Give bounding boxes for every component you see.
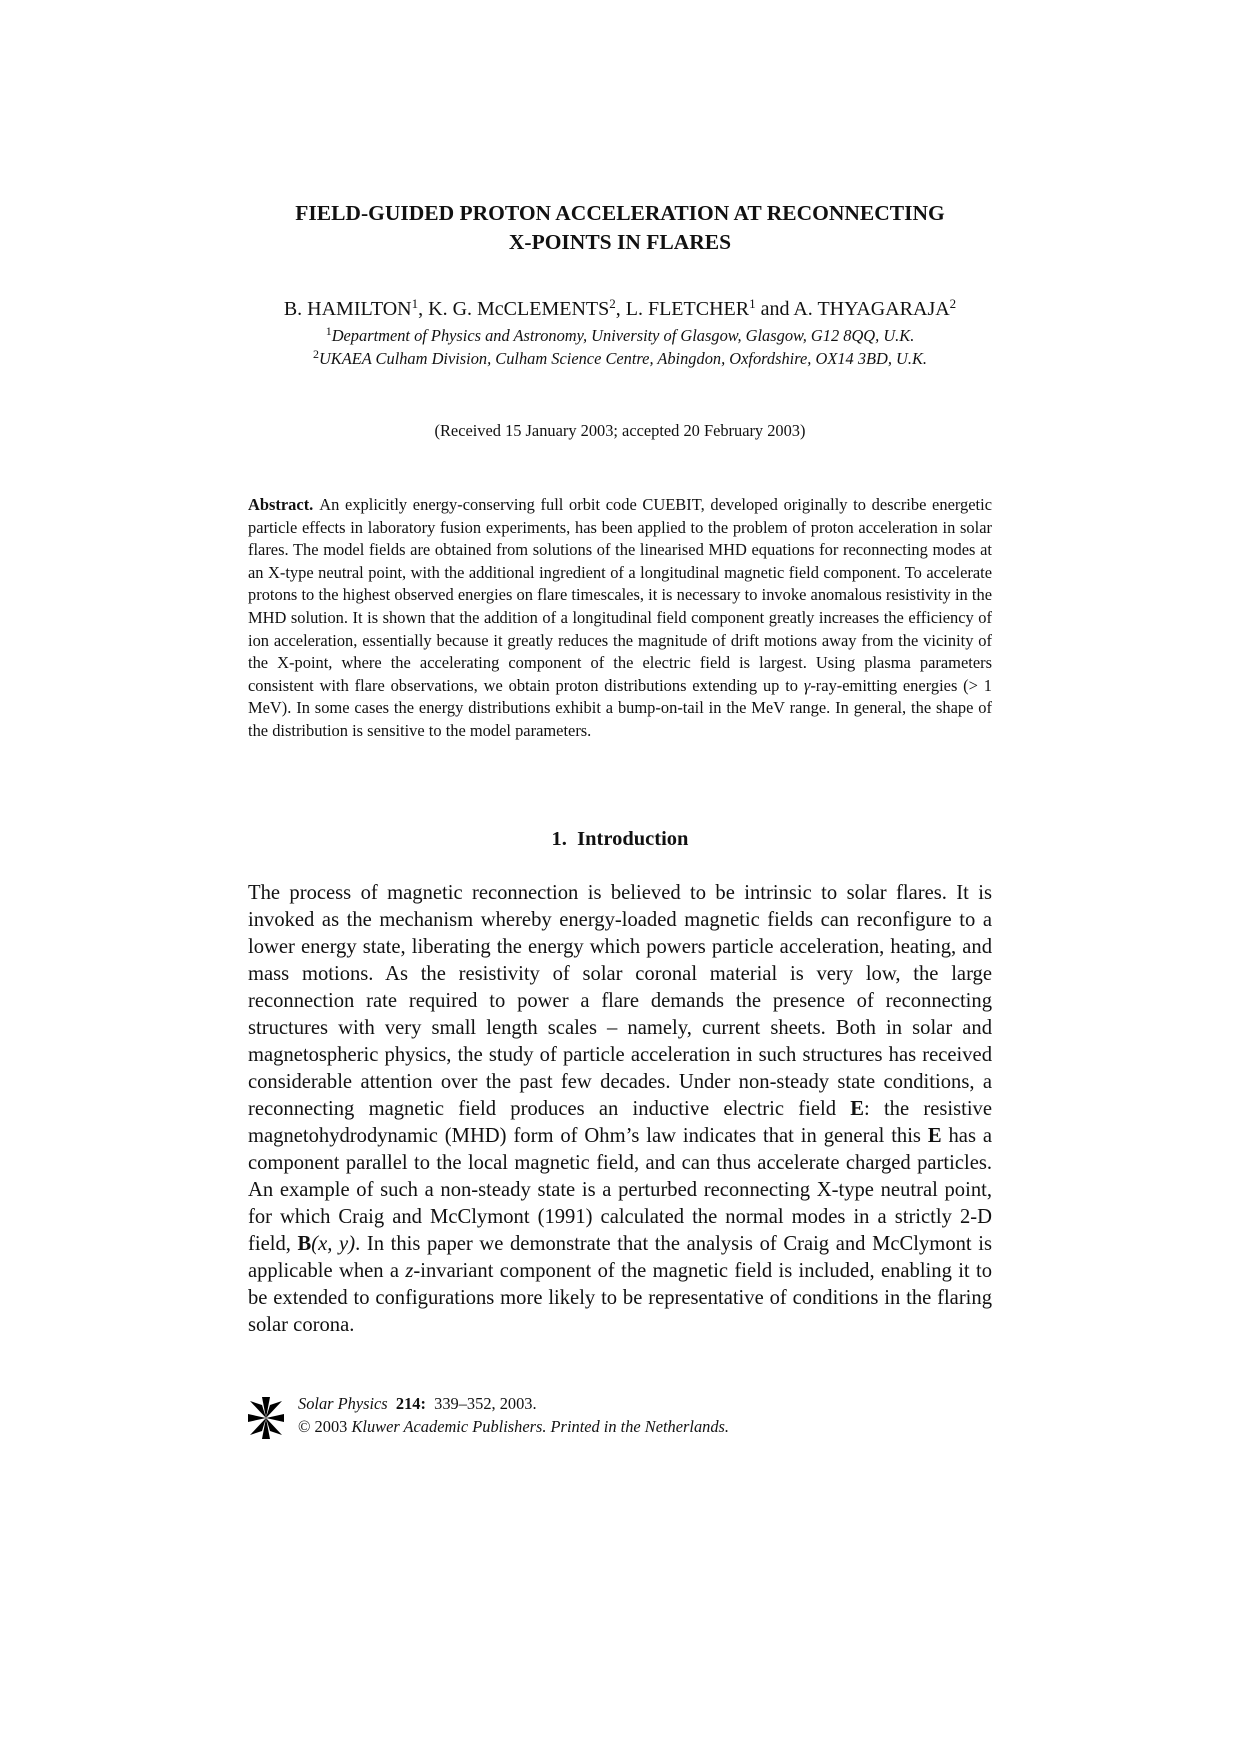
author-name: L. FLETCHER [625,298,750,320]
author-affil-sup: 1 [749,296,756,311]
intro-text: -invariant component of the magnetic field is included, enabling it to be extended to configurations more likely to be representative of conditions in the flaring solar corona. [248,1260,992,1336]
affiliation-text: UKAEA Culham Division, Culham Science Centre, Abingdon, Oxfordshire, OX14 3BD, U.K. [318,349,928,368]
section-title: Introduction [577,828,689,850]
intro-text: The process of magnetic reconnection is believed to be intrinsic to solar flares. It is invoked as the mechanism whereby energy-loaded magnetic fields can reconfigure to a lower energy state, liberating the energy which powers particle acceleration, heating, and mass motions. As the resistivity of solar coronal material is very low, the large reconnection rate required to power a flare demands the presence of reconnecting structures with very small length scales – namely, current sheets. Both in solar and magnetospheric physics, the study of particle acceleration in such structures has received considerable attention over the past few decades. Under non-steady state conditions, a reconnecting magnetic field produces an inductive electric field [248,882,992,1120]
abstract-label: Abstract. [248,495,314,514]
publisher-name: Kluwer Academic Publishers. Printed in the Netherlands. [351,1417,730,1436]
abstract-text: An explicitly energy-conserving full orbit code CUEBIT, developed originally to describe energetic particle effects in laboratory fusion experiments, has been applied to the problem of proton acceleration in solar flares. The model fields are obtained from solutions of the linearised MHD equations for reconnecting modes at an X-type neutral point, with the additional ingredient of a longitudinal magnetic field component. To accelerate protons to the highest observed energies on flare timescales, it is necessary to invoke anomalous resistivity in the MHD solution. It is shown that the addition of a longitudinal field component greatly increases the efficiency of ion acceleration, essentially because it greatly reduces the magnitude of drift motions away from the vicinity of the X-point, where the accelerating component of the electric field is largest. Using plasma parameters consistent with flare observations, we obtain proton distributions extending up to [248,495,992,695]
journal-pages: 339–352, 2003. [434,1394,537,1413]
journal-name: Solar Physics [298,1394,388,1413]
affiliation-2 [160,348,1080,370]
z-symbol: z [405,1260,414,1282]
abstract [248,494,992,743]
author-name: A. THYAGARAJA [793,298,950,320]
affiliation-text: Department of Physics and Astronomy, University of Glasgow, Glasgow, G12 8QQ, U.K. [331,326,915,345]
received-dates: (Received 15 January 2003; accepted 20 February 2003) [434,421,806,440]
paper-title [200,199,1040,257]
intro-text: : the resistive magnetohydrodynamic (MHD) form of Ohm’s law indicates that in general this [248,1098,992,1147]
author-name: B. HAMILTON [283,298,412,320]
affiliation-sup: 2 [312,347,319,361]
section-number: 1. [551,828,567,850]
author-name: K. G. McCLEMENTS [428,298,610,320]
author-list [160,297,1080,321]
vector-E: E [927,1125,942,1147]
copyright-line [298,1416,729,1438]
author-separator: and [755,298,794,320]
copyright-year: © 2003 [298,1417,348,1436]
vector-E: E [850,1098,864,1120]
title-line-1: FIELD-GUIDED PROTON ACCELERATION AT RECONNECTING [295,201,945,225]
author-separator: , [418,298,429,320]
author-separator: , [615,298,626,320]
field-arguments: (x, y) [311,1233,356,1255]
publisher-logo-icon [248,1397,284,1439]
affiliation-1 [160,325,1080,347]
intro-text: . In this paper we demonstrate that the analysis of Craig and McClymont is applicable when a [248,1233,993,1282]
gamma-symbol: γ [803,675,811,695]
intro-text: has a component parallel to the local magnetic field, and can thus accelerate charged particles. An example of such a non-steady state is a perturbed reconnecting X-type neutral point, for which Craig and McClymont (1991) calculated the normal modes in a strictly 2-D field, [248,1125,993,1255]
journal-volume: 214: [395,1394,426,1413]
author-affil-sup: 2 [949,296,957,311]
affiliation-sup: 1 [325,324,332,338]
author-affil-sup: 1 [411,296,419,311]
journal-citation [298,1393,537,1415]
publication-footer [248,1393,948,1441]
vector-B: B [297,1233,312,1255]
abstract-text-continued: -ray-emitting energies (> 1 MeV). In some cases the energy distributions exhibit a bump-on-tail in the MeV range. In general, the shape of the distribution is sensitive to the model parameters. [248,675,992,740]
section-heading [200,828,1040,851]
intro-paragraph [248,880,992,1339]
title-line-2: X-POINTS IN FLARES [508,230,732,254]
author-affil-sup: 2 [609,296,616,311]
